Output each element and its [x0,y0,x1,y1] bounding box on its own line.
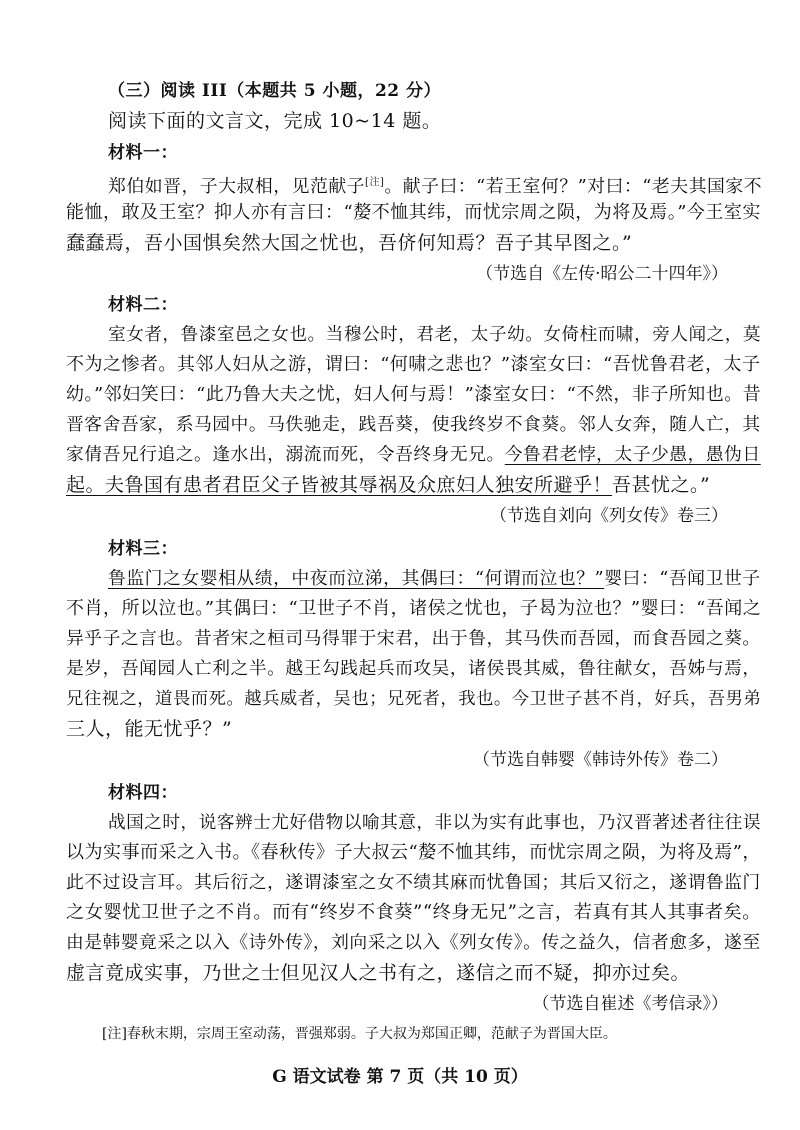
underlined-sentence-b: 起。夫鲁国有患者君臣父子皆被其辱祸及众庶妇人独安所避乎！ [66,474,613,496]
material4-line-1: 战国之时，说客辨士尤好借物以喻其意，非以为实有此事也，乃汉晋著述者往往误 [108,813,762,833]
page-footer: G 语文试卷 第 7 页（共 10 页） [272,1067,528,1087]
section-title: （三）阅读 III（本题共 5 小题，22 分） [108,81,442,101]
material3-heading: 材料三： [108,539,178,559]
material1-line-2: 能恤，敢及王室？抑人亦有言曰：“嫠不恤其纬，而忧宗周之陨，为将及焉。”今王室实 [66,202,761,223]
underlined-sentence-c: 鲁监门之女婴相从绩，中夜而泣涕，其偶曰：“何谓而泣也？” [108,568,605,589]
material1-line-3: 蠢蠢焉，吾小国惧矣然大国之忧也，吾侪何知焉？吾子其早图之。” [66,232,633,254]
material1-heading: 材料一： [108,143,178,163]
material2-heading: 材料二： [108,295,178,315]
material3-source: （节选自韩婴《韩诗外传》卷二） [473,750,728,770]
material1-line-1: 郑伯如晋，子大叔相，见范献子[注]。献子曰：“若王室何？”对曰：“老夫其国家不 [108,175,763,197]
material4-line-4: 之女婴忧卫世子之不肖。而有“终岁不食葵”“终身无兄”之言，若真有其人其事者矣。 [66,902,761,923]
material2-line-5: 家倩吾兄行追之。逢水出，溺流而死，令吾终身无兄。今鲁君老悖，太子少愚，愚伪日 [66,444,761,465]
material4-line-5: 由是韩婴竟采之以入《诗外传》，刘向采之以入《列女传》。传之益久，信者愈多，遂至 [66,933,761,953]
material3-line-6: 三人，能无忧乎？” [66,718,233,740]
material4-heading: 材料四： [108,783,178,803]
material3-line-1: 鲁监门之女婴相从绩，中夜而泣涕，其偶曰：“何谓而泣也？”婴曰：“吾闻卫世子 [108,568,761,589]
material2-line-1: 室女者，鲁漆室邑之女也。当穆公时，君老，太子幼。女倚柱而啸，旁人闻之，莫 [108,325,762,345]
material2-source: （节选自刘向《列女传》卷三） [490,506,728,526]
note-marker: [注] [365,177,385,188]
material2-line-3: 幼。”邻妇笑曰：“此乃鲁大夫之忧，妇人何与焉！”漆室女曰：“不然，非子所知也。昔 [66,384,762,405]
instruction: 阅读下面的文言文，完成 10~14 题。 [108,110,442,132]
material2-line-6: 起。夫鲁国有患者君臣父子皆被其辱祸及众庶妇人独安所避乎！吾甚忧之。” [66,474,711,496]
material3-line-2: 不肖，所以泣也。”其偶曰：“卫世子不肖，诸侯之忧也，子曷为泣也？”婴曰：“吾闻之 [66,598,762,619]
material2-line-2: 不为之惨者。其邻人妇从之游，谓曰：“何啸之悲也？”漆室女曰：“吾忧鲁君老，太子 [66,354,761,375]
underlined-sentence-a: 今鲁君老悖，太子少愚，愚伪日 [504,444,761,465]
material3-line-3: 异乎子之言也。昔者宋之桓司马得罪于宋君，出于鲁，其马佚而吾园，而食吾园之葵。 [66,628,761,649]
material3-line-5: 兄往视之，道畏而死。越兵威者，吴也；兄死者，我也。今卫世子甚不肖，好兵，吾男弟 [66,689,762,709]
material4-line-2: 以为实事而采之入书。《春秋传》子大叔云“嫠不恤其纬，而忧宗周之陨，为将及焉”， [66,842,761,863]
material2-line-4: 晋客舍吾家，系马园中。马佚驰走，践吾葵，使我终岁不食葵。邻人女奔，随人亡，其 [66,414,761,435]
material4-source: （节选自崔述《考信录》） [532,994,728,1014]
material1-source: （节选自《左传·昭公二十四年》） [476,264,728,284]
material4-line-6: 虚言竟成实事，乃世之士但见汉人之书有之，遂信之而不疑，抑亦过矣。 [66,962,691,984]
material3-line-4: 是岁，吾闻园人亡利之半。越王勾践起兵而攻吴，诸侯畏其威，鲁往献女，吾姊与焉， [66,658,761,679]
material4-line-3: 此不过设言耳。其后衍之，遂谓漆室之女不绩其麻而忧鲁国；其后又衍之，遂谓鲁监门 [66,872,761,893]
footnote: [注]春秋末期，宗周王室动荡，晋强郑弱。子大叔为郑国正卿，范献子为晋国大臣。 [102,1026,617,1042]
